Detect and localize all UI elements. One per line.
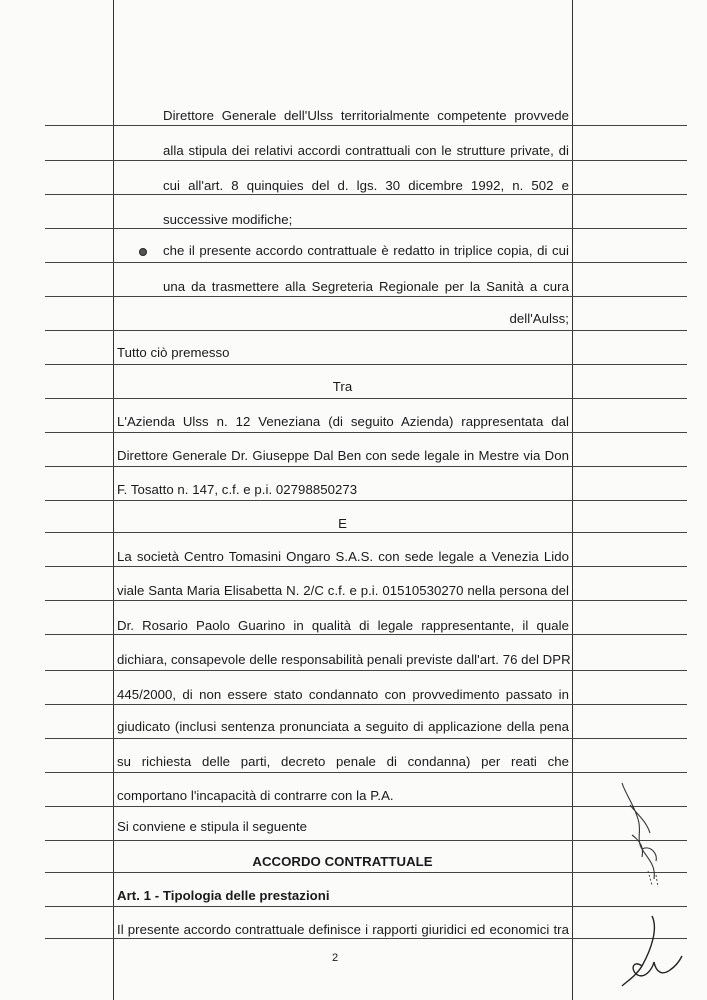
- ruled-line: [572, 364, 687, 365]
- text-line: dichiara, consapevole delle responsabilità penali previste dall'art. 76 del DPR: [117, 652, 571, 667]
- ruled-line: [45, 840, 113, 841]
- ruled-line: [45, 566, 113, 567]
- text-line: comportano l'incapacità di contrarre con la P.A.: [117, 788, 394, 803]
- article-heading: Art. 1 - Tipologia delle prestazioni: [117, 888, 330, 903]
- ruled-line: [572, 906, 687, 907]
- ruled-line: [45, 704, 113, 705]
- signature-initials-upper: [612, 775, 672, 895]
- ruled-line: [572, 330, 687, 331]
- ruled-line: [45, 670, 113, 671]
- ruled-line: [113, 772, 572, 773]
- text-line: Dr. Rosario Paolo Guarino in qualità di legale rappresentante, il quale: [117, 618, 569, 633]
- ruled-line: [572, 262, 687, 263]
- ruled-line: [45, 600, 113, 601]
- ruled-line: [572, 634, 687, 635]
- text-line: Tra: [332, 379, 353, 394]
- text-line: 445/2000, di non essere stato condannato con provvedimento passato in: [117, 687, 569, 702]
- ruled-line: [572, 532, 687, 533]
- ruled-line: [113, 194, 572, 195]
- ruled-line: [113, 228, 572, 229]
- ruled-line: [113, 432, 572, 433]
- ruled-line: [45, 125, 113, 126]
- ruled-line: [113, 906, 572, 907]
- ruled-line: [572, 670, 687, 671]
- ruled-line: [572, 432, 687, 433]
- ruled-line: [45, 738, 113, 739]
- bullet-icon: [139, 248, 147, 256]
- ruled-line: [572, 500, 687, 501]
- ruled-line: [572, 194, 687, 195]
- ruled-line: [45, 398, 113, 399]
- ruled-line: [113, 670, 572, 671]
- ruled-line: [572, 160, 687, 161]
- ruled-line: [572, 600, 687, 601]
- ruled-line: [113, 532, 572, 533]
- ruled-line: [45, 532, 113, 533]
- page-number: 2: [331, 952, 339, 964]
- ruled-line: [572, 466, 687, 467]
- ruled-line: [113, 125, 572, 126]
- text-line: alla stipula dei relativi accordi contrattuali con le strutture private, di: [163, 143, 569, 158]
- ruled-line: [45, 500, 113, 501]
- ruled-line: [113, 160, 572, 161]
- text-line: che il presente accordo contrattuale è redatto in triplice copia, di cui: [163, 243, 569, 258]
- ruled-line: [113, 262, 572, 263]
- text-line: Tutto ciò premesso: [117, 345, 230, 360]
- ruled-line: [572, 398, 687, 399]
- ruled-line: [45, 296, 113, 297]
- text-line: Direttore Generale Dr. Giuseppe Dal Ben con sede legale in Mestre via Don: [117, 448, 569, 463]
- ruled-line: [572, 125, 687, 126]
- text-line: viale Santa Maria Elisabetta N. 2/C c.f. e p.i. 01510530270 nella persona del: [117, 583, 569, 598]
- ruled-line: [113, 330, 572, 331]
- ruled-line: [113, 600, 572, 601]
- ruled-line: [113, 938, 572, 939]
- ruled-line: [113, 364, 572, 365]
- text-line: E: [338, 516, 347, 531]
- ruled-line: [45, 228, 113, 229]
- ruled-line: [45, 806, 113, 807]
- ruled-line: [113, 566, 572, 567]
- text-line: Si conviene e stipula il seguente: [117, 819, 308, 834]
- ruled-line: [45, 772, 113, 773]
- ruled-line: [45, 432, 113, 433]
- signature-initials-lower: [612, 910, 687, 990]
- ruled-line: [45, 466, 113, 467]
- text-line: su richiesta delle parti, decreto penale di condanna) per reati che: [117, 754, 569, 769]
- text-line: La società Centro Tomasini Ongaro S.A.S. con sede legale a Venezia Lido: [117, 549, 569, 564]
- text-line: F. Tosatto n. 147, c.f. e p.i. 02798850273: [117, 482, 358, 497]
- ruled-line: [572, 296, 687, 297]
- ruled-line: [113, 840, 572, 841]
- ruled-line: [45, 160, 113, 161]
- ruled-line: [45, 634, 113, 635]
- ruled-line: [113, 466, 572, 467]
- ruled-line: [572, 566, 687, 567]
- ruled-line: [572, 704, 687, 705]
- ruled-line: [572, 772, 687, 773]
- ruled-line: [113, 500, 572, 501]
- text-line: cui all'art. 8 quinquies del d. lgs. 30 dicembre 1992, n. 502 e: [163, 178, 569, 193]
- text-line: successive modifiche;: [163, 212, 293, 227]
- text-line: Direttore Generale dell'Ulss territorialmente competente provvede: [163, 108, 569, 123]
- ruled-line: [572, 738, 687, 739]
- ruled-line: [45, 906, 113, 907]
- ruled-line: [45, 364, 113, 365]
- text-line: giudicato (inclusi sentenza pronunciata a seguito di applicazione della pena: [117, 719, 569, 734]
- text-line: L'Azienda Ulss n. 12 Veneziana (di seguito Azienda) rappresentata dal: [117, 414, 569, 429]
- section-heading: ACCORDO CONTRATTUALE: [252, 854, 433, 869]
- ruled-line: [113, 704, 572, 705]
- ruled-line: [572, 228, 687, 229]
- ruled-line: [113, 398, 572, 399]
- ruled-line: [45, 194, 113, 195]
- text-line: Il presente accordo contrattuale definisce i rapporti giuridici ed economici tra: [117, 922, 569, 937]
- ruled-line: [113, 738, 572, 739]
- text-line: una da trasmettere alla Segreteria Regionale per la Sanità a cura: [163, 279, 569, 294]
- ruled-line: [113, 872, 572, 873]
- ruled-line: [45, 330, 113, 331]
- ruled-line: [113, 634, 572, 635]
- ruled-line: [113, 296, 572, 297]
- ruled-line: [45, 262, 113, 263]
- ruled-line: [45, 938, 113, 939]
- ruled-line: [45, 872, 113, 873]
- ruled-line: [113, 806, 572, 807]
- text-line: dell'Aulss;: [509, 311, 569, 326]
